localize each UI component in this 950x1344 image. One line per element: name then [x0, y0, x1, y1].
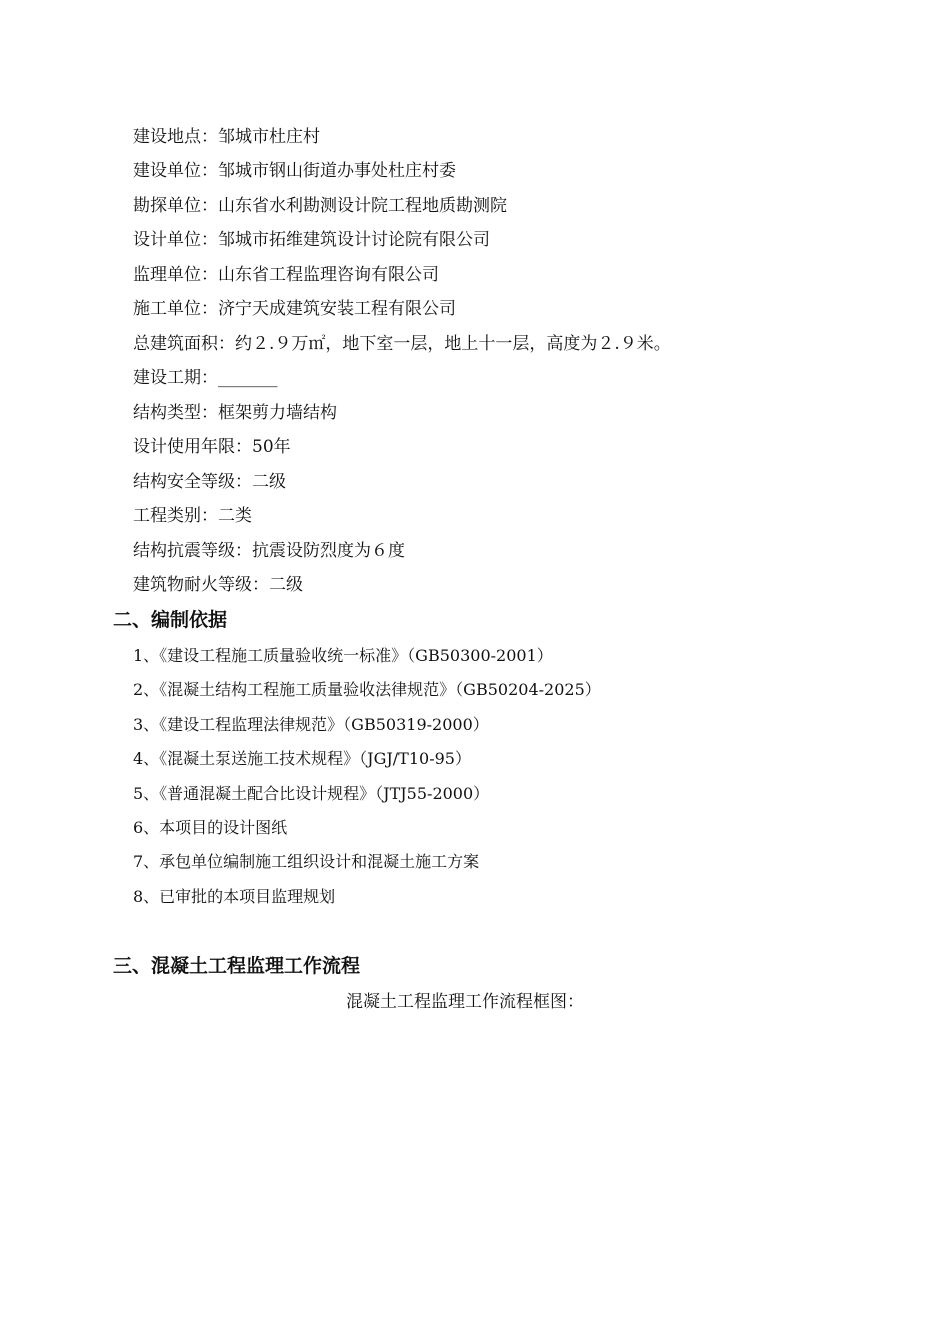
- info-label: 结构安全等级：: [133, 472, 252, 492]
- basis-item: 2、《混凝土结构工程施工质量验收法律规范》（GB50204-2025）: [133, 680, 601, 699]
- basis-item: 1、《建设工程施工质量验收统一标准》（GB50300-2001）: [133, 646, 553, 665]
- basis-item: 5、《普通混凝土配合比设计规程》（JTJ55-2000）: [133, 784, 490, 803]
- info-design-life: [133, 435, 291, 459]
- info-label: 建筑物耐火等级：: [133, 575, 269, 595]
- info-value: 邹城市杜庄村: [218, 127, 320, 147]
- basis-item: 8、已审批的本项目监理规划: [133, 887, 336, 906]
- section-heading-workflow: 三、混凝土工程监理工作流程: [113, 955, 361, 977]
- info-developer: [133, 159, 456, 183]
- basis-item: 6、本项目的设计图纸: [133, 818, 288, 837]
- info-value: 邹城市拓维建筑设计讨论院有限公司: [218, 230, 490, 250]
- info-label: 工程类别：: [133, 506, 218, 526]
- info-construction-period: [133, 366, 278, 390]
- info-label: 设计使用年限：: [133, 437, 252, 457]
- info-label: 建设单位：: [133, 161, 218, 181]
- section-heading-basis: 二、编制依据: [113, 609, 228, 631]
- basis-item: 4、《混凝土泵送施工技术规程》（JGJ/T10-95）: [133, 749, 471, 768]
- info-value: 框架剪力墙结构: [218, 403, 337, 423]
- info-value: 50年: [252, 437, 291, 457]
- info-label: 设计单位：: [133, 230, 218, 250]
- info-safety-grade: [133, 470, 286, 494]
- info-value: 济宁天成建筑安装工程有限公司: [218, 299, 456, 319]
- info-seismic-grade: [133, 539, 405, 563]
- info-survey-unit: [133, 194, 507, 218]
- info-label: 监理单位：: [133, 265, 218, 285]
- info-label: 总建筑面积：: [133, 334, 235, 354]
- info-construction-site: [133, 125, 320, 149]
- info-supervision-unit: [133, 263, 439, 287]
- info-project-category: [133, 504, 252, 528]
- info-value: 二级: [252, 472, 286, 492]
- info-label: 勘探单位：: [133, 196, 218, 216]
- info-value: 二类: [218, 506, 252, 526]
- info-value: 约２.９万㎡，地下室一层，地上十一层，高度为２.９米。: [235, 334, 671, 354]
- info-value: 抗震设防烈度为６度: [252, 541, 405, 561]
- info-label: 结构类型：: [133, 403, 218, 423]
- info-value: 邹城市钢山街道办事处杜庄村委: [218, 161, 456, 181]
- basis-item: 3、《建设工程监理法律规范》（GB50319-2000）: [133, 715, 489, 734]
- basis-item: 7、承包单位编制施工组织设计和混凝土施工方案: [133, 852, 480, 871]
- info-value: _______: [218, 368, 278, 388]
- info-label: 施工单位：: [133, 299, 218, 319]
- info-design-unit: [133, 228, 490, 252]
- info-value: 山东省工程监理咨询有限公司: [218, 265, 439, 285]
- info-label: 结构抗震等级：: [133, 541, 252, 561]
- info-construction-unit: [133, 297, 456, 321]
- info-value: 山东省水利勘测设计院工程地质勘测院: [218, 196, 507, 216]
- info-structure-type: [133, 401, 337, 425]
- info-label: 建设工期：: [133, 368, 218, 388]
- info-value: 二级: [269, 575, 303, 595]
- info-label: 建设地点：: [133, 127, 218, 147]
- info-fire-rating: [133, 573, 303, 597]
- info-total-area: [133, 332, 671, 356]
- flowchart-caption: 混凝土工程监理工作流程框图：: [346, 992, 584, 1012]
